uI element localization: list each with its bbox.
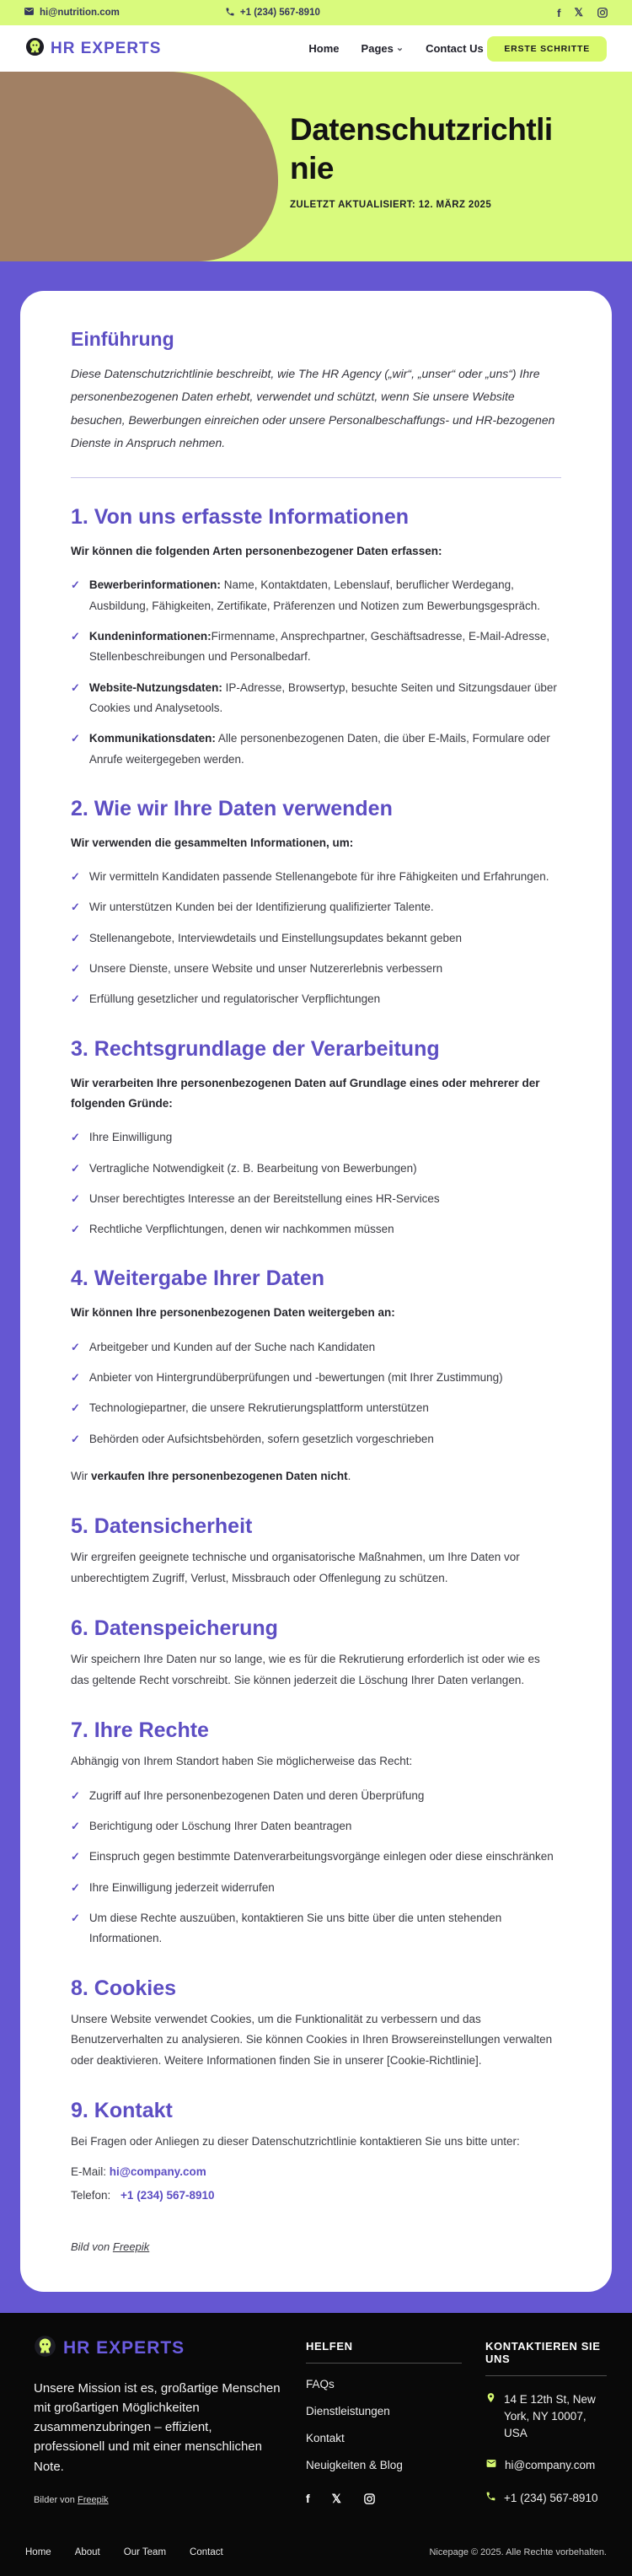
hero-photo-two-women-laptop (0, 72, 278, 261)
nav-item-pages[interactable]: Pages ⌄ (361, 42, 404, 55)
check-icon: ✓ (71, 1788, 80, 1802)
section-heading: 1. Von uns erfasste Informationen (71, 505, 410, 530)
section-heading: 4. Weitergabe Ihrer Daten (71, 1266, 325, 1291)
check-text: Wir vermitteln Kandidaten passende Stellenangebote für ihre Fähigkeiten und Erfahrungen. (88, 870, 549, 884)
check-list-item (71, 897, 561, 917)
check-list-item (71, 1127, 561, 1148)
check-text: Stellenangebote, Interviewdetails und Einstellungsupdates bekannt geben (88, 931, 462, 944)
check-icon: ✓ (71, 1432, 80, 1445)
contact-phone-link[interactable]: +1 (234) 567-8910 (121, 2188, 215, 2202)
check-list-item (71, 627, 561, 668)
location-pin-icon (485, 2391, 496, 2409)
topbar-phone: +1 (234) 567-8910 (239, 8, 320, 18)
policy-section-4-weitergabe-ihrer-daten (71, 1266, 561, 1487)
check-list-item (71, 989, 561, 1009)
check-list-item (71, 1786, 561, 1806)
check-icon: ✓ (71, 1880, 80, 1894)
policy-section-7-ihre-rechte (71, 1718, 561, 1949)
check-text: Wir unterstützen Kunden bei der Identifizierung qualifizierter Talente. (88, 901, 434, 914)
policy-card (20, 291, 612, 2292)
footer-link-dienstleistungen[interactable]: Dienstleistungen (306, 2404, 390, 2417)
check-icon: ✓ (71, 1371, 80, 1385)
topbar-phone-link[interactable] (225, 7, 320, 19)
check-icon: ✓ (71, 870, 80, 884)
topbar-social (557, 6, 608, 19)
check-list-item (71, 928, 561, 949)
check-list-item (71, 867, 561, 887)
check-list (71, 1337, 561, 1449)
footer-help-links (306, 2377, 462, 2473)
bottombar-link-about[interactable]: About (74, 2546, 100, 2557)
check-list (71, 1127, 561, 1240)
check-list-item (71, 959, 561, 979)
footer-link-neuigkeiten-blog[interactable]: Neuigkeiten & Blog (306, 2458, 403, 2471)
section-paragraph: Wir speichern Ihre Daten nur so lange, wie es für die Rekrutierung erforderlich ist oder wie es das geltende Recht vorschreibt. Sie können jederzeit die Löschung Ihrer Daten verlangen. (71, 1652, 540, 1686)
image-credit (71, 2240, 561, 2253)
footer-instagram-icon[interactable] (363, 2492, 376, 2506)
check-text: Bewerberinformationen: Name, Kontaktdaten, Lebenslauf, beruflicher Werdegang, Ausbildung, Fähigkeiten, Zertifikate, Präferenzen und Notizen zum Bewerbungsgespräch. (88, 578, 540, 612)
footer-freepik-link[interactable]: Freepik (77, 2494, 109, 2505)
footer-mission: Unsere Mission ist es, großartige Menschen mit großartigen Möglichkeiten zusammenzubringen – effizient, professionell und mit einer menschlichen Note. (34, 2380, 281, 2474)
check-text: Vertragliche Notwendigkeit (z. B. Bearbeitung von Bewerbungen) (88, 1161, 417, 1175)
check-list-item (71, 678, 561, 719)
check-list-item (71, 1398, 561, 1418)
footer-envelope-icon (485, 2457, 497, 2474)
chevron-down-icon: ⌄ (395, 43, 404, 53)
section-heading: 2. Wie wir Ihre Daten verwenden (71, 796, 393, 820)
hero-text (290, 110, 606, 210)
footer-email-link[interactable]: hi@company.com (505, 2459, 596, 2472)
check-text: Arbeitgeber und Kunden auf der Suche nach Kandidaten (88, 1340, 376, 1353)
footer-link-kontakt[interactable]: Kontakt (306, 2431, 345, 2444)
phone-icon (225, 7, 235, 19)
check-text: Ihre Einwilligung (88, 1131, 173, 1144)
check-icon: ✓ (71, 901, 80, 914)
check-text: Kundeninformationen:Firmenname, Ansprechpartner, Geschäftsadresse, E-Mail-Adresse, Stellenbeschreibungen und Personalbedarf. (88, 630, 550, 664)
check-icon: ✓ (71, 992, 80, 1006)
check-text: Behörden oder Aufsichtsbehörden, sofern gesetzlich vorgeschrieben (88, 1432, 434, 1445)
footer-link-item (306, 2458, 462, 2473)
section-paragraph: Unsere Website verwendet Cookies, um die Funktionalität zu verbessern und das Benutzerverhalten zu analysieren. Sie können Cookies in Ihren Browsereinstellungen verwalten oder deaktivieren. Weitere Informationen finden Sie in unserer [Cookie-Richtlinie]. (71, 2012, 553, 2068)
footer-link-item (306, 2404, 462, 2419)
bottombar-links (25, 2547, 223, 2557)
policy-section-8-cookies (71, 1976, 561, 2073)
nav-item-contact-us[interactable]: Contact Us (426, 42, 484, 55)
footer-phone-link[interactable]: +1 (234) 567-8910 (504, 2491, 598, 2504)
check-icon: ✓ (71, 578, 80, 592)
check-list-item (71, 1219, 561, 1240)
check-text: Zugriff auf Ihre personenbezogenen Daten und deren Überprüfung (88, 1788, 425, 1802)
check-text: Unsere Dienste, unsere Website und unser Nutzererlebnis verbessern (88, 962, 443, 976)
instagram-icon[interactable] (597, 7, 608, 19)
section-heading: 8. Cookies (71, 1976, 177, 2000)
footer-logo[interactable] (34, 2335, 282, 2362)
check-list-item (71, 1189, 561, 1209)
check-list-item (71, 1878, 561, 1898)
check-text: Um diese Rechte auszuüben, kontaktieren Sie uns bitte über die unten stehenden Informationen. (88, 1911, 502, 1945)
policy-section-6-datenspeicherung (71, 1616, 561, 1691)
check-list-item (71, 1847, 561, 1867)
section-note: Wir verkaufen Ihre personenbezogenen Daten nicht. (71, 1469, 351, 1482)
page-title: Datenschutzrichtlinie (290, 112, 553, 186)
check-list-item (71, 1908, 561, 1949)
contact-phone-line: Telefon: +1 (234) 567-8910 (71, 2188, 215, 2202)
check-icon: ✓ (71, 931, 80, 944)
check-list-item (71, 1429, 561, 1449)
check-text: Erfüllung gesetzlicher und regulatorischer Verpflichtungen (88, 992, 381, 1006)
bottombar-link-contact[interactable]: Contact (190, 2546, 223, 2557)
main-section (0, 261, 632, 2313)
policy-section-1-von-uns-erfasste-informationen (71, 505, 561, 770)
sections (71, 505, 561, 2204)
footer-twitter-x-icon[interactable]: 𝕏 (331, 2491, 341, 2505)
check-text: Unser berechtigtes Interesse an der Bereitstellung eines HR-Services (88, 1191, 440, 1205)
section-paragraph: Wir ergreifen geeignete technische und organisatorische Maßnahmen, um Ihre Daten vor unberechtigtem Zugriff, Verlust, Missbrauch oder Offenlegung zu schützen. (71, 1550, 520, 1584)
check-text: Technologiepartner, die unsere Rekrutierungsplattform unterstützen (88, 1401, 429, 1415)
nav-item-home[interactable]: Home (308, 42, 340, 55)
check-text: Website-Nutzungsdaten: IP-Adresse, Browsertyp, besuchte Seiten und Sitzungsdauer über Cookies und Analysetools. (88, 680, 557, 714)
section-lead: Wir können Ihre personenbezogenen Daten weitergeben an: (71, 1306, 395, 1320)
logo[interactable] (25, 37, 161, 61)
section-heading: 7. Ihre Rechte (71, 1718, 209, 1742)
check-list-item (71, 1337, 561, 1358)
policy-section-3-rechtsgrundlage-der-verarbeitung (71, 1037, 561, 1240)
footer-link-item (306, 2431, 462, 2446)
section-lead: Wir verwenden die gesammelten Informationen, um: (71, 836, 354, 849)
logo-text: HR EXPERTS (51, 39, 162, 57)
check-list-item (71, 575, 561, 616)
divider (71, 477, 561, 478)
footer-help-heading: HELFEN (306, 2335, 462, 2364)
policy-section-2-wie-wir-ihre-daten-verwenden (71, 797, 561, 1010)
last-updated: ZULETZT AKTUALISIERT: 12. MÄRZ 2025 (290, 200, 492, 210)
footer-contact-col (485, 2335, 607, 2507)
policy-section-5-datensicherheit (71, 1514, 561, 1589)
cta-button[interactable]: ERSTE SCHRITTE (487, 36, 607, 62)
section-lead: Wir können die folgenden Arten personenbezogener Daten erfassen: (71, 545, 442, 558)
site-header (0, 25, 632, 72)
freepik-link[interactable]: Freepik (112, 2240, 150, 2253)
check-icon: ✓ (71, 962, 80, 976)
check-list (71, 867, 561, 1009)
check-text: Einspruch gegen bestimmte Datenverarbeitungsvorgänge einlegen oder diese einschränken (88, 1850, 554, 1863)
check-list-item (71, 1159, 561, 1179)
check-icon: ✓ (71, 680, 80, 694)
footer-address (485, 2391, 607, 2443)
copyright: Nicepage © 2025. Alle Rechte vorbehalten. (429, 2546, 607, 2557)
topbar (0, 0, 632, 25)
footer-social (306, 2492, 462, 2506)
intro-text: Diese Datenschutzrichtlinie beschreibt, wie The HR Agency („wir“, „unser“ oder „uns“) Ihre personenbezogenen Daten erhebt, verwendet und schützt, wenn Sie unsere Website besuchen, Bewerbungen einreichen oder unsere Personalbeschaffungs- und HR-bezogenen Dienste in Anspruch nehmen. (71, 367, 555, 449)
footer-credit (34, 2495, 282, 2505)
topbar-email: hi@nutrition.com (40, 8, 120, 18)
footer-link-item (306, 2377, 462, 2392)
check-icon: ✓ (71, 1401, 80, 1415)
contact-email-line: E-Mail: hi@company.com (71, 2165, 206, 2179)
check-list-item (71, 1368, 561, 1388)
bottombar-link-our-team[interactable]: Our Team (123, 2546, 167, 2557)
check-icon: ✓ (71, 1911, 80, 1924)
check-icon: ✓ (71, 630, 80, 643)
section-heading: 3. Rechtsgrundlage der Verarbeitung (71, 1036, 440, 1061)
facebook-icon[interactable]: f (557, 6, 561, 19)
check-text: Anbieter von Hintergrundüberprüfungen und -bewertungen (mit Ihrer Zustimmung) (88, 1371, 503, 1385)
footer-address-text: 14 E 12th St, New York, NY 10007, USA (504, 2392, 596, 2440)
section-heading: 6. Datenspeicherung (71, 1616, 278, 1640)
policy-section-9-kontakt (71, 2099, 561, 2204)
section-lead: Wir verarbeiten Ihre personenbezogenen Daten auf Grundlage eines oder mehrerer der folgenden Gründe: (71, 1076, 540, 1110)
check-text: Ihre Einwilligung jederzeit widerrufen (88, 1880, 275, 1894)
footer-phone (485, 2490, 607, 2507)
check-list (71, 575, 561, 769)
footer (0, 2313, 632, 2529)
bottombar (0, 2529, 632, 2576)
check-icon: ✓ (71, 732, 80, 745)
check-text: Kommunikationsdaten: Alle personenbezogenen Daten, die über E-Mails, Formulare oder Anrufe weitergegeben werden. (88, 732, 550, 766)
section-heading: 5. Datensicherheit (71, 1514, 253, 1538)
check-icon: ✓ (71, 1131, 80, 1144)
intro-heading: Einführung (71, 328, 174, 350)
contact-email-link[interactable]: hi@company.com (109, 2165, 206, 2179)
footer-facebook-icon[interactable]: f (306, 2492, 310, 2506)
footer-link-faqs[interactable]: FAQs (306, 2377, 335, 2390)
footer-logo-text: HR EXPERTS (63, 2337, 185, 2358)
section-paragraph: Bei Fragen oder Anliegen zu dieser Datenschutzrichtlinie kontaktieren Sie uns bitte unter: (71, 2135, 520, 2148)
check-list-item (71, 729, 561, 770)
topbar-email-link[interactable] (24, 6, 120, 19)
section-heading: 9. Kontakt (71, 2099, 173, 2123)
check-icon: ✓ (71, 1161, 80, 1175)
check-text: Berichtigung oder Löschung Ihrer Daten beantragen (88, 1820, 352, 1833)
check-icon: ✓ (71, 1820, 80, 1833)
footer-phone-icon (485, 2490, 496, 2507)
check-icon: ✓ (71, 1850, 80, 1863)
footer-email (485, 2457, 607, 2474)
twitter-x-icon[interactable]: 𝕏 (574, 6, 583, 19)
check-icon: ✓ (71, 1191, 80, 1205)
footer-about-col (34, 2335, 282, 2507)
check-list-item (71, 1816, 561, 1837)
check-list (71, 1786, 561, 1949)
bottombar-link-home[interactable]: Home (25, 2546, 51, 2557)
logo-icon (25, 37, 45, 61)
image-credit-prefix: Bild von (71, 2240, 113, 2253)
check-icon: ✓ (71, 1223, 80, 1236)
footer-contact-heading: KONTAKTIEREN SIE UNS (485, 2335, 607, 2376)
footer-help-col (306, 2335, 462, 2507)
envelope-icon (24, 6, 35, 19)
section-paragraph: Abhängig von Ihrem Standort haben Sie möglicherweise das Recht: (71, 1754, 413, 1767)
check-icon: ✓ (71, 1340, 80, 1353)
footer-credit-prefix: Bilder von (34, 2494, 78, 2505)
main-nav (308, 42, 483, 55)
footer-logo-icon (34, 2335, 56, 2362)
hero (0, 72, 632, 261)
check-text: Rechtliche Verpflichtungen, denen wir nachkommen müssen (88, 1223, 394, 1236)
